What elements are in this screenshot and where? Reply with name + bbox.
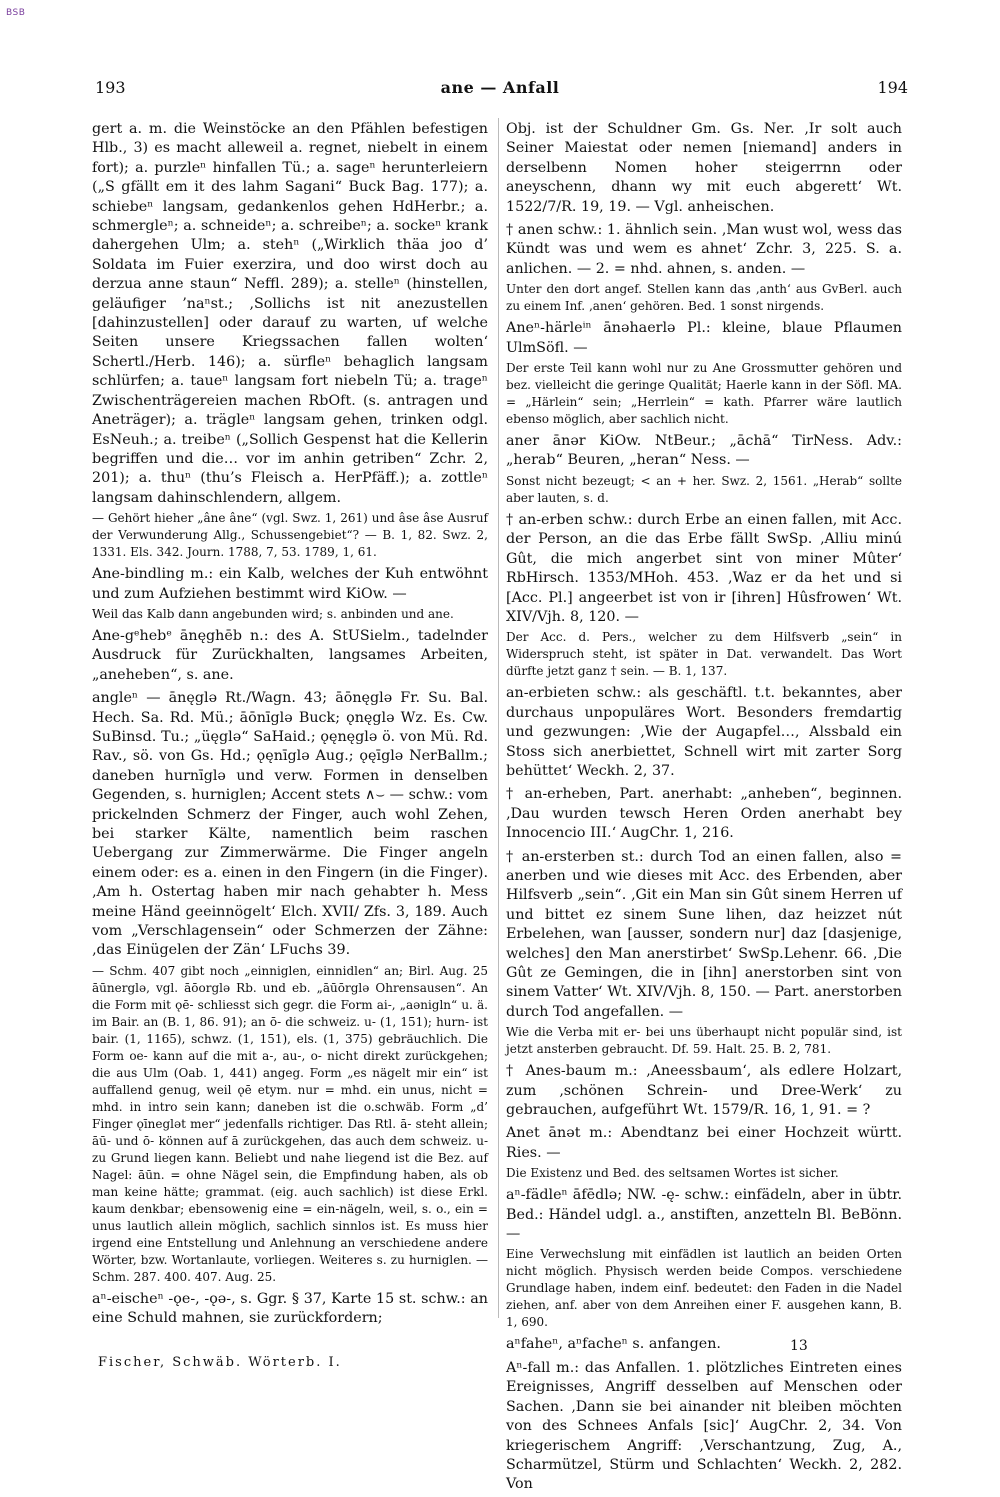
entry-paragraph: † Anes-baum m.: ‚Aneessbaum‘, als edlere Holzart, zum ‚schönen Schrein- und Dree-Werk‘ zu gebrauchen, aufgeführt Wt. 1579/R. 16, 1, 91. = ? bbox=[506, 1063, 902, 1119]
entry-paragraph: Aⁿ-fall m.: das Anfallen. 1. plötzliches Eintreten eines Ereignisses, Angriff desselben auf Menschen oder Sachen. ‚Dann sie bei ainander nit bleiben möchten von des Schnees Anfals [sic]‘ AugChr. 2, 34. Von kriegerischem Angriff: ‚Verschantzung, Zug, A., Scharmützel, Stürm und Schlachten‘ Weckh. 2, 282. Von bbox=[506, 1359, 902, 1493]
entry-paragraph: aner ānər KiOw. NtBeur.; „āchā“ TirNess. Adv.: „herab“ Beuren, „heran“ Ness. — bbox=[506, 433, 902, 469]
entry-paragraph: aⁿfaheⁿ, aⁿfacheⁿ s. anfangen. bbox=[506, 1336, 721, 1353]
entry-paragraph: Obj. ist der Schuldner Gm. Gs. Ner. ‚Ir solt auch Seiner Maiestat oder nemen [niemand] anders in derselbenn Nomen hoher steigerrnn oder aneyschenn, dhann wy mit euch abgerett‘ Wt. 1522/7/R. 19, 19. — Vgl. anheischen. bbox=[506, 121, 902, 215]
page-number-right: 194 bbox=[877, 78, 908, 97]
footer-author: Fischer, Schwäb. Wörterb. I. bbox=[98, 1355, 342, 1370]
annotation-paragraph: Die Existenz und Bed. des seltsamen Wortes ist sicher. bbox=[506, 1166, 839, 1181]
entry-paragraph: aⁿ-eischeⁿ -ǫe-, -ǫə-, s. Ggr. § 37, Karte 15 st. schw.: an eine Schuld mahnen, sie zurückfordern; bbox=[92, 1290, 488, 1327]
annotation-paragraph: Der Acc. d. Pers., welcher zu dem Hilfsverb „sein“ in Widerspruch steht, ist später in Dat. verwandelt. Das Wort dürfte jetzt ganz † sein. — B. 1, 137. bbox=[506, 630, 902, 679]
page-number-left: 193 bbox=[95, 78, 126, 97]
annotation-paragraph: Sonst nicht bezeugt; < an + her. Swz. 2, 1561. „Herab“ sollte aber lauten, s. d. bbox=[506, 473, 902, 505]
annotation-paragraph: Der erste Teil kann wohl nur zu Ane Grossmutter gehören und bez. vielleicht die geringe Qualität; Haerle kann in der Söfl. MA. = „Härlein“ sein; „Herrlein“ = kath. Pfarrer wäre lautlich ebenso möglich, aber sachlich nicht. bbox=[506, 361, 902, 427]
entry-paragraph: † an-erheben, Part. anerhabt: „anheben“, beginnen. ‚Dau wurden tewsch Heren Orden anerhabt bey Innocencio III.‘ AugChr. 1, 216. bbox=[506, 786, 902, 842]
entry-paragraph: † an-ersterben st.: durch Tod an einen fallen, also = anerben und wie dieses mit Acc. des Erbenden, aber Hilfsverb „sein“. ‚Git ein Man sin Gût sinem Herren uf und bittet ez sinem Sune lihen, daz heizzet nút Erbelehen, wan [ausser, sondern nur] daz [dasjenige, welches] den Man anerstirbet‘ SwSp.Lehenr. 66. ‚Die Gût ze Gemingen, die in [ihn] anerstorben sint von sinem Vatter‘ Wt. XIV/Vjh. 8, 150. — Part. anerstorben durch Tod angefallen. — bbox=[506, 848, 902, 1020]
entry-paragraph: † an-erben schw.: durch Erbe an einen fallen, mit Acc. der Person, an die das Erbe fällt SwSp. ‚Alliu minú Gût, die mich angerbet sint von miner Mûter‘ RbHirsch. 1353/MHoh. 453. ‚Waz er da het und si [Acc. Pl.] angeerbet ist von ir [ihren] Hûsfrowen‘ Wt. XIV/Vjh. 8, 120. — bbox=[506, 511, 902, 625]
annotation-paragraph: Unter den dort angef. Stellen kann das ‚anth‘ aus GvBerl. auch zu einem Inf. ‚anen‘ gehören. Bed. 1 sonst nirgends. bbox=[506, 282, 902, 314]
entry-paragraph: Ane-bindling m.: ein Kalb, welches der Kuh entwöhnt und zum Aufziehen bestimmt wird KiOw. — bbox=[92, 566, 488, 602]
sheet-number: 13 bbox=[790, 1338, 808, 1354]
entry-paragraph: Anet ānət m.: Abendtanz bei einer Hochzeit württ. Ries. — bbox=[506, 1125, 902, 1161]
entry-paragraph: angleⁿ — ānęglə Rt./Wagn. 43; āōnęglə Fr. Su. Bal. Hech. Sa. Rd. Mü.; āōnīglə Buck; ǫnęglə Wz. Es. Cw. SuBinsd. Tu.; „üęglə“ SaHaid.; ǫęnęglə ö. von Mü. Rd. Rav., sö. von Gs. Hd.; ǫęnīglə Aug.; ǫęīglə NerBallm.; daneben hurnīglə und verw. Formen in denselben Gegenden, s. hurniglen; Accent stets ∧⌣ — schw.: vom prickelnden Schmerz der Finger, auch wohl Zehen, bei starker Kälte, namentlich beim raschen Uebergang zur Zimmerwärme. Die Finger angeln einem oder: es a. einen in den Fingern (in die Finger). ‚Am h. Ostertag haben mir nach gehabter h. Mess meine Händ geeinnögelt‘ Elch. XVII/ Zfs. 3, 189. Auch vom „Verschlagensein“ oder Schmerzen der Zähne: ‚das Einügelen der Zän‘ LFuchs 39. bbox=[92, 690, 488, 959]
annotation-paragraph: — Schm. 407 gibt noch „einniglen, einnidlen“ an; Birl. Aug. 25 āūnerglə, vgl. āōorglə Rb. und eb. „āūōrglə Ohrensausen“. An die Form mit ǫē- schliesst sich gegr. die Form ai-, „aənigln“ u. ä. im Bair. an (B. 1, 86. 91); an ō- die schweiz. u- (1, 151); hurn- ist bair. (1, 1165), schwz. (1, 151), els. (1, 375) gebräuchlich. Die Form oe- kann auf die mit a-, au-, o- nicht direkt zurückgehen; die aus Ulm (Oab. 1, 441) angeg. Form „es nägelt mir ein“ ist auffallend genug, weil ǫē etym. nur = mhd. ein unus, nicht = mhd. in intro sein kann; daneben ist die o.schwäb. Form „d’ Finger ǫīneglət mer“ jedenfalls richtiger. Das Rtl. ā- steht allein; āū- und ō- können auf ā zurückgehen, das auch dem schweiz. u- zu Grund liegen kann. Beliebt und nahe liegend ist die Bez. auf Nagel: āūn. = ohne Nägel sein, die Empfindung haben, als ob man keine hätte; grammat. (eig. auch sachlich) ist diese Erkl. kaum denkbar; ebensowenig eine = ein-nägeln, weil, s. o., ein = unus lautlich allein möglich, sachlich sinnlos ist. Es muss hier irgend eine Entstellung und Anlehnung an verschiedene andere Wörter, bzw. Wortanlaute, vorliegen. Weiteres s. zu hurniglen. — Schm. 287. 400. 407. Aug. 25. bbox=[92, 963, 488, 1284]
left-column bbox=[92, 120, 488, 1331]
entry-paragraph: aⁿ-fädleⁿ āfēdlə; NW. -ę- schw.: einfädeln, aber in übtr. Bed.: Händel udgl. a., anstiften, anzetteln Bl. BeBönn. — bbox=[506, 1187, 902, 1243]
annotation-paragraph: Eine Verwechslung mit einfädlen ist lautlich an beiden Orten nicht möglich. Physisch werden beide Compos. verschiedene Grundlage haben, indem einf. bedeutet: den Faden in die Nadel ziehen, anf. aber von dem Anreihen einer F. ausgehen kann, B. 1, 690. bbox=[506, 1247, 902, 1330]
running-title: ane — Anfall bbox=[440, 78, 560, 97]
library-stamp: BSB bbox=[6, 8, 26, 18]
right-column bbox=[506, 120, 902, 1497]
annotation-paragraph: — Gehört hieher „âne âne“ (vgl. Swz. 1, 261) und âse âse Ausruf der Verwunderung Allg., Schussengebiet“? — B. 1, 82. Swz. 2, 1331. Els. 342. Journ. 1788, 7, 53. 1789, 1, 61. bbox=[92, 511, 488, 560]
entry-paragraph: Ane-gᵉhebᵉ ānęghēb n.: des A. StUSielm., tadelnder Ausdruck für Zurückhalten, langsames Arbeiten, „aneheben“, s. ane. bbox=[92, 627, 488, 683]
entry-paragraph: an-erbieten schw.: als geschäftl. t.t. bekanntes, aber durchaus unpopuläres Wort. Besonders fremdartig und gezwungen: ‚Wie der Augapfel…, Alssbald ein Stoss sich anerbiettet, Schnell wirt mit zarter Sorg behüttet‘ Weckh. 2, 37. bbox=[506, 685, 902, 779]
entry-paragraph: Aneⁿ-härleⁱⁿ ānəhaerlə Pl.: kleine, blaue Pflaumen UlmSöfl. — bbox=[506, 320, 902, 356]
annotation-paragraph: Weil das Kalb dann angebunden wird; s. anbinden und ane. bbox=[92, 606, 454, 621]
annotation-paragraph: Wie die Verba mit er- bei uns überhaupt nicht populär sind, ist jetzt ansterben gebraucht. Df. 59. Halt. 25. B. 2, 781. bbox=[506, 1025, 902, 1057]
entry-paragraph: gert a. m. die Weinstöcke an den Pfählen befestigen Hlb., 3) es macht alleweil a. regnet, niebelt in einem fort); a. purzleⁿ hinfallen Tü.; a. sageⁿ herunterleiern („S gfällt em it des lahm Sagani“ Buck Bag. 177); a. schiebeⁿ langsam, gedankenlos gehen HdHerbr.; a. schmergleⁿ; a. schneideⁿ; a. schreibeⁿ; a. sockeⁿ krank dahergehen Ulm; a. stehⁿ („Wirklich thäa joo d’ Soldata im Fuier exerzira, und doo wirst doch au derzua anne staun“ Neffl. 289); a. stelleⁿ (hinstellen, geläufiger ’naⁿst.; ‚Sollichs ist nit anezustellen [dahinzustellen] oder darauf zu warten, uf welche Seiten unsere Kriegssachen fallen wolten‘ Schertl./Herb. 146); a. sürfleⁿ behaglich langsam schlürfen; a. taueⁿ langsam fort niebeln Tü; a. trageⁿ Zwischenträgereien machen RbOft. (s. antragen und Aneträger); a. trägleⁿ langsam gehen, trinken odgl. EsNeuh.; a. treibeⁿ („Sollich Gespenst hat die Kellerin begriffen und die… vor im anhin getriben“ Zchr. 2, 201); a. thuⁿ (thu’s Fleisch a. HerPfäff.); a. zottleⁿ langsam dahinschlendern, allgem. bbox=[92, 121, 488, 506]
entry-paragraph: † anen schw.: 1. ähnlich sein. ‚Man wust wol, wess das Kündt was und wem es ahnet‘ Zchr. 3, 225. S. a. anlichen. — 2. = nhd. ahnen, s. anden. — bbox=[506, 222, 902, 277]
column-divider bbox=[498, 118, 499, 1318]
